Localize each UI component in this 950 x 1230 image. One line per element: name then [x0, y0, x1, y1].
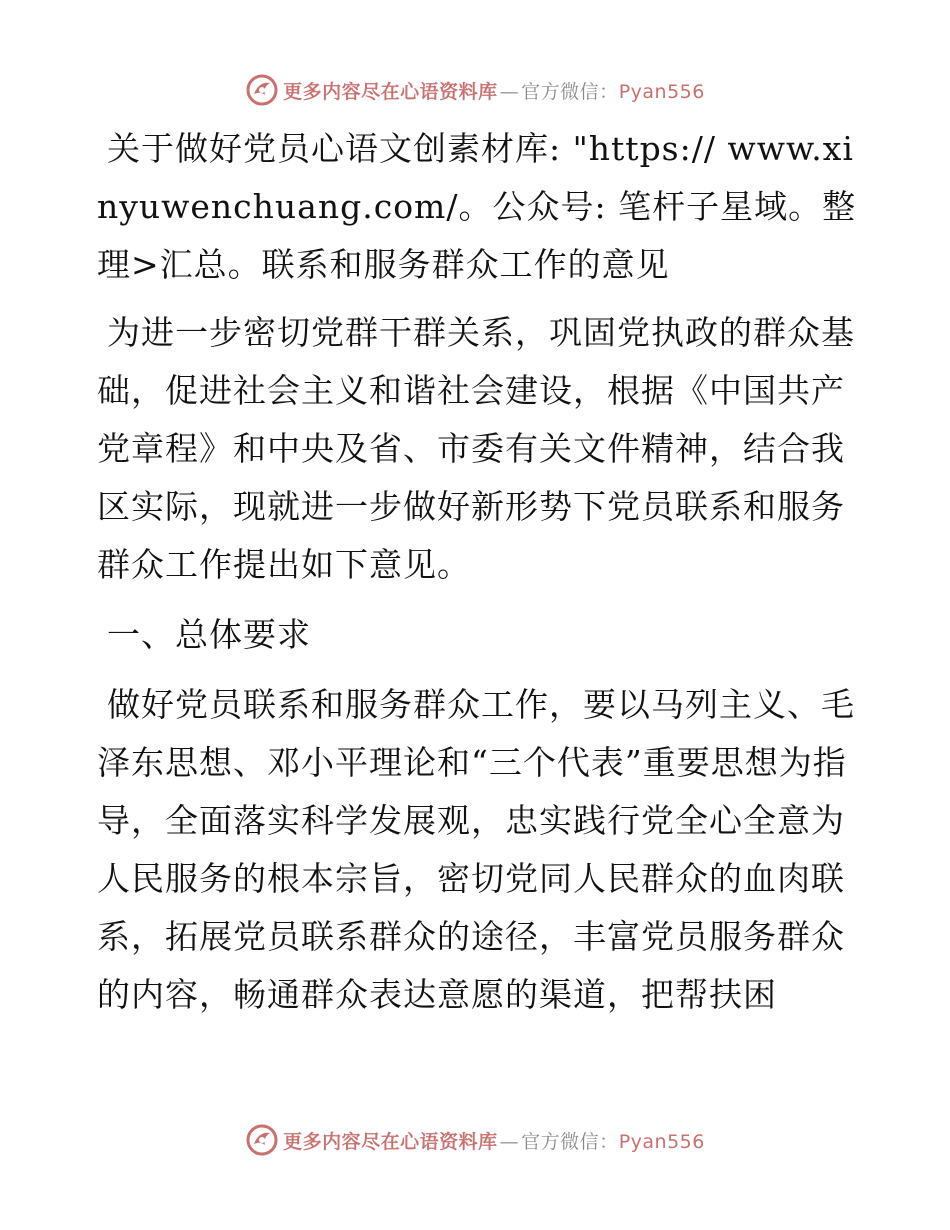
body-paragraph: 做好党员联系和服务群众工作，要以马列主义、毛泽东思想、邓小平理论和“三个代表”重要思想为指导，全面落实科学发展观，忠实践行党全心全意为人民服务的根本宗旨，密切党同人民群众的血肉联系，拓展党员联系群众的途径，丰富党员服务群众的内容，畅通群众表达意愿的渠道，把帮扶困 — [97, 685, 855, 1014]
watermark-slogan: 更多内容尽在心语资料库 — [283, 1130, 498, 1153]
title-paragraph: 关于做好党员心语文创素材库: "https:// www.xinyuwenchuang.com/。公众号: 笔杆子星域。整理>汇总。联系和服务群众工作的意见 — [97, 129, 857, 284]
watermark-wechat-label: 官方微信： — [521, 80, 619, 103]
footer-watermark — [0, 1120, 950, 1160]
watermark-text — [283, 77, 705, 104]
watermark-separator: — — [499, 80, 520, 103]
seal-swirl-icon — [245, 1123, 279, 1157]
intro-paragraph: 为进一步密切党群干群关系，巩固党执政的群众基础，促进社会主义和谐社会建设，根据《中国共产党章程》和中央及省、市委有关文件精神，结合我区实际，现就进一步做好新形势下党员联系和服务群众工作提出如下意见。 — [97, 313, 855, 584]
document-body — [97, 120, 857, 1024]
header-watermark — [0, 70, 950, 110]
watermark-text — [283, 1127, 705, 1154]
watermark-account: Pyan556 — [618, 1130, 705, 1153]
watermark-account: Pyan556 — [618, 80, 705, 103]
watermark-wechat-label: 官方微信： — [521, 1130, 619, 1153]
seal-swirl-icon — [245, 73, 279, 107]
watermark-separator: — — [499, 1130, 520, 1153]
watermark-slogan: 更多内容尽在心语资料库 — [283, 80, 498, 103]
section-heading: 一、总体要求 — [107, 615, 311, 654]
